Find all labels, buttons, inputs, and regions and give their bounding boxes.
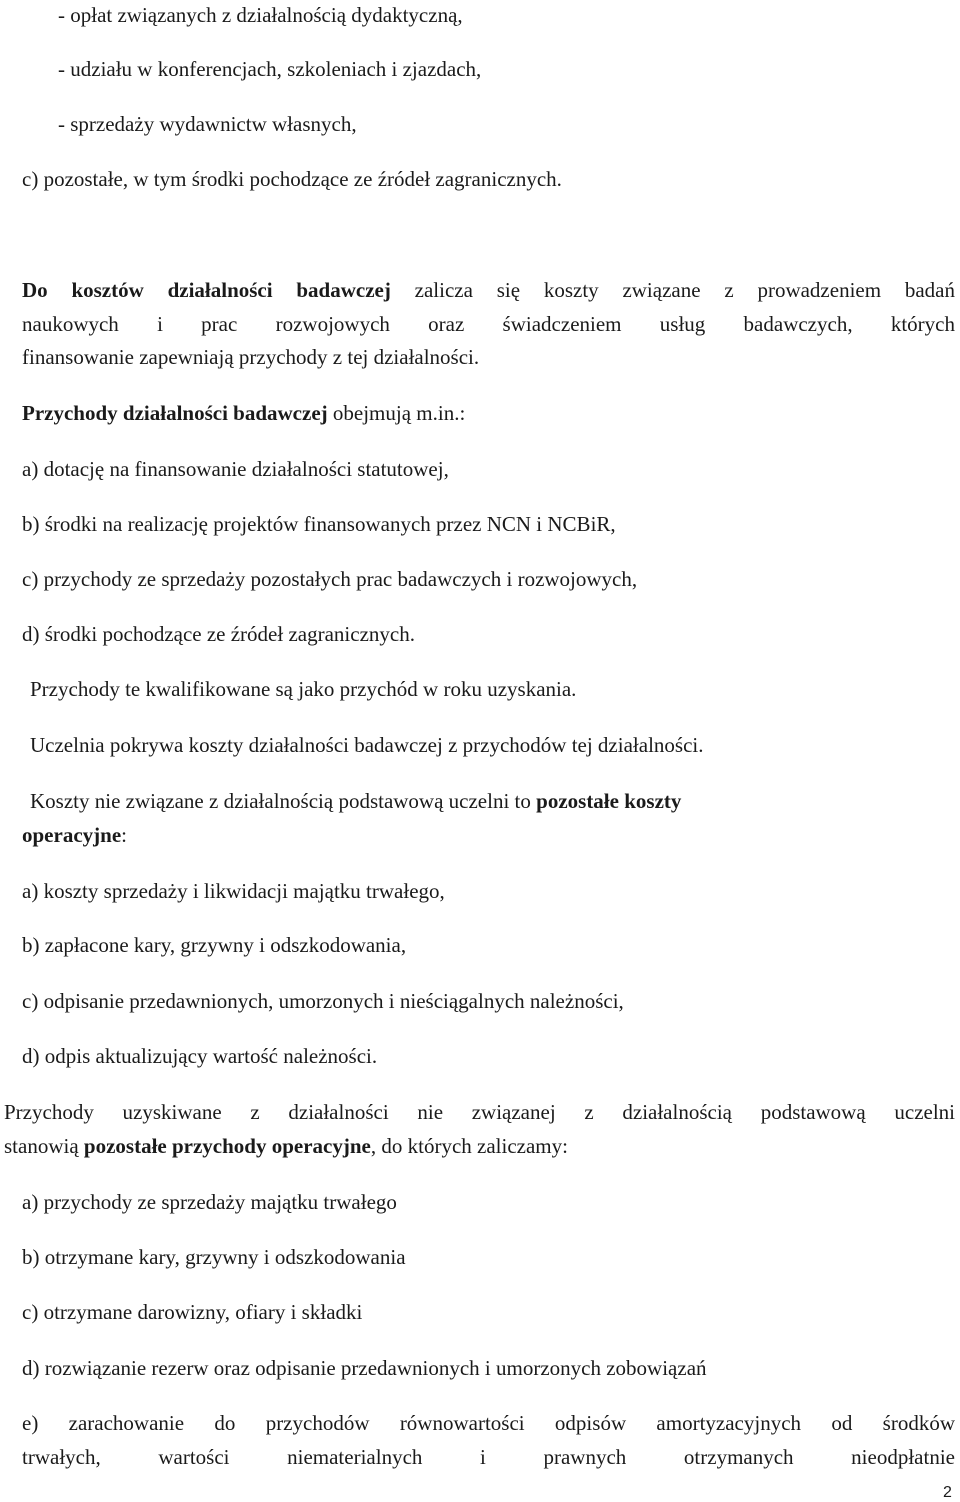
paragraph-line: operacyjne: xyxy=(22,823,127,847)
paragraph-line: stanowią pozostałe przychody operacyjne, do których zaliczamy: xyxy=(4,1134,568,1158)
paragraph-line: finansowanie zapewniają przychody z tej działalności. xyxy=(22,345,480,369)
paragraph-line: Przychody działalności badawczej obejmują m.in.: xyxy=(22,401,466,425)
paragraph-line: Przychody te kwalifikowane są jako przychód w roku uzyskania. xyxy=(30,677,577,701)
list-item: c) przychody ze sprzedaży pozostałych prac badawczych i rozwojowych, xyxy=(22,567,638,591)
list-item: e) zarachowanie do przychodów równowartości odpisów amortyzacyjnych od środków xyxy=(22,1411,955,1435)
bold-term: pozostałe koszty xyxy=(536,789,682,813)
list-item: c) pozostałe, w tym środki pochodzące ze źródeł zagranicznych. xyxy=(22,167,562,191)
list-item: d) rozwiązanie rezerw oraz odpisanie przedawnionych i umorzonych zobowiązań xyxy=(22,1356,707,1380)
list-item: b) otrzymane kary, grzywny i odszkodowania xyxy=(22,1245,406,1269)
bold-term: Przychody działalności badawczej xyxy=(22,401,328,425)
paragraph-line: Do kosztów działalności badawczej zalicza się koszty związane z prowadzeniem badań xyxy=(22,278,955,302)
page-number: 2 xyxy=(943,1484,952,1501)
paragraph-line: Uczelnia pokrywa koszty działalności badawczej z przychodów tej działalności. xyxy=(30,733,704,757)
list-item: - opłat związanych z działalnością dydaktyczną, xyxy=(58,3,463,27)
list-item: d) środki pochodzące ze źródeł zagranicznych. xyxy=(22,622,415,646)
bold-term: operacyjne xyxy=(22,823,122,847)
paragraph-line: Koszty nie związane z działalnością podstawową uczelni to pozostałe koszty xyxy=(30,789,682,813)
list-item: a) dotację na finansowanie działalności statutowej, xyxy=(22,457,449,481)
paragraph-line: naukowych i prac rozwojowych oraz świadczeniem usług badawczych, których xyxy=(22,312,955,336)
list-item: a) przychody ze sprzedaży majątku trwałego xyxy=(22,1190,397,1214)
list-item: - udziału w konferencjach, szkoleniach i zjazdach, xyxy=(58,57,482,81)
list-item: trwałych, wartości niematerialnych i prawnych otrzymanych nieodpłatnie xyxy=(22,1445,955,1469)
list-item: c) odpisanie przedawnionych, umorzonych i nieściągalnych należności, xyxy=(22,989,624,1013)
bold-term: Do kosztów działalności badawczej xyxy=(22,278,391,302)
paragraph-line: Przychody uzyskiwane z działalności nie związanej z działalnością podstawową uczelni xyxy=(4,1100,955,1124)
list-item: - sprzedaży wydawnictw własnych, xyxy=(58,112,357,136)
list-item: c) otrzymane darowizny, ofiary i składki xyxy=(22,1300,363,1324)
list-item: b) zapłacone kary, grzywny i odszkodowania, xyxy=(22,933,407,957)
list-item: a) koszty sprzedaży i likwidacji majątku trwałego, xyxy=(22,879,445,903)
bold-term: pozostałe przychody operacyjne xyxy=(83,1134,371,1158)
list-item: d) odpis aktualizujący wartość należności. xyxy=(22,1044,378,1068)
list-item: b) środki na realizację projektów finansowanych przez NCN i NCBiR, xyxy=(22,512,616,536)
